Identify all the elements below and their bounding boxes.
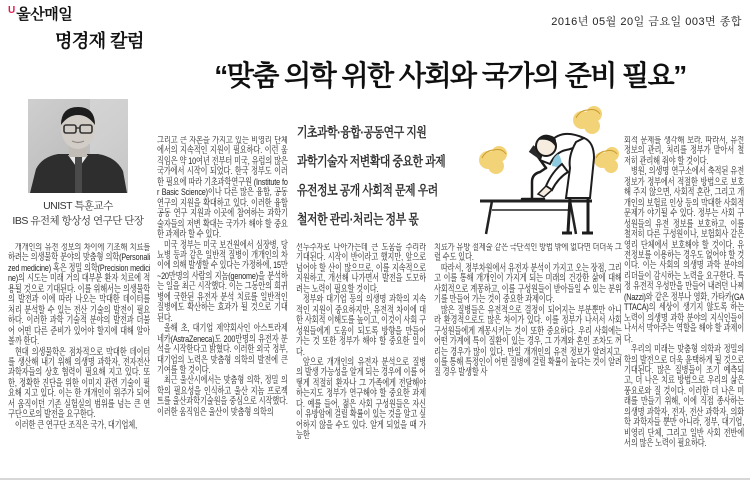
- body-column-5: [624, 136, 744, 482]
- article-headline: “맞춤 의학 위한 사회와 국가의 준비 필요”: [214, 60, 686, 91]
- author-photo-image: [28, 99, 128, 193]
- scientist-illustration: [466, 98, 622, 238]
- body-paragraph: 정부와 대기업 등의 의생명 과학의 지속적인 지원이 중요하지만, 유전적 차이에 대한 사회적 이해도를 높이고, 이것이 사회 구성원들에게 도움이 되도록 방향을 만들어 가는 것 또한 정부가 해야 할 중요한 일이다.: [296, 294, 426, 358]
- author-caption: [0, 199, 156, 229]
- author-caption-line2: IBS 유전체 항상성 연구단 단장: [12, 215, 144, 227]
- subheadline-line: 유전정보 공개 사회적 문제 우려: [297, 183, 438, 198]
- body-paragraph: 최근 울산시에서는 맞춤형 의학, 정밀 의학의 필요성을 인식하고 울산 지놈 프로젝트를 울산과학기술원을 중심으로 시작했다. 이러한 움직임은 울산이 맞춤형 의학의: [157, 375, 288, 418]
- subheadline-line: 철저한 관리·처리는 정부 몫: [297, 212, 419, 227]
- body-paragraph: 병원, 의생명 연구소에서 축적된 유전정보가 정부에서 적절한 방법으로 보호해 주지 않으면, 사회적 혼란, 그리고 개개인의 보험료 인상 등의 막대한 사회적 문제가 야기될 수 있다. 정부는 사회 구성원들의 유전 정보를 보호하고, 이를 철저히 다른 구성원이나, 보험회사 같은 영리 단체에서 보호해야 할 것이다. 유전정보를 이용하는 경우도 없어야 할 것이다. 이는 사회의 의생명 과학 분야의 리더들이 감시하는 노력을 요구한다. 특정 유전적 우성만을 만들어 내려던 나찌(Nazzi)와 같은 정부나 영화, 가타카(GATTACA)의 세상이 생기지 않도록 하는 노력이 의생명 과학 분야의 지식인들이 나서서 막아주는 역할을 해야 할 과제이다.: [624, 166, 744, 345]
- subheadline-line: 기초과학·융합·공동연구 지원: [297, 125, 427, 140]
- body-paragraph: 회적 문제를 생각해 보라. 따라서, 유전 정보의 관리, 처리를 정부가 맡아서 철저히 관리해 줘야 할 것이다.: [624, 136, 744, 167]
- body-column-3: [296, 243, 426, 482]
- column-title: 명경재 칼럼: [55, 31, 144, 51]
- body-paragraph: 그리고 큰 자본을 가지고 있는 비영리 단체에서의 지속적인 지원이 필요하다. 이런 움직임은 약 10여년 전부터 미국, 유럽의 많은 국가에서 시작이 되었다. 한국 정부도 이러한 필요에 따라 기초과학연구원 (Institute for Basic Science)이나 다른 많은 융합, 공동 연구의 지원을 확대하고 있다. 이러한 융합 공동 연구 지원과 이곳에 참여하는 과학기술자들의 저변 확대는 국가가 해야 할 중요한 과제라 할 수 있다.: [157, 136, 288, 241]
- bottom-rule: [0, 478, 750, 480]
- body-column-2: [157, 136, 288, 482]
- subheadline-line: 과학기술자 저변확대 중요한 과제: [297, 154, 446, 169]
- microscope-cartoon-icon: [466, 98, 622, 238]
- author-photo: [28, 99, 128, 193]
- body-column-1: [8, 243, 150, 482]
- body-paragraph: 올해 초, 대기업 제약회사인 아스트라제네카(AstraZeneca)도 200만명의 유전자 분석을 시작한다고 밝혔다. 이러한 외국 정부, 대기업의 노력은 맞춤형 의학의 발전에 큰 기여를 할 것이다.: [157, 323, 288, 376]
- body-paragraph: 앞으로 개개인의 유전자 분석으로 질병의 발생 가능성을 알게 되는 경우에 이를 어떻게 적절히 환자나 그 가족에게 전달해야 하는지도 정부가 연구해야 할 중요한 과제다. 예를 들어, 젊은 사회 구성원들은 자신이 유방암에 걸릴 확률이 있는 것을 알고 싶어하지 않을 수도 있다. 알게 되었을 때 가능한: [296, 356, 426, 442]
- body-column-4: [434, 243, 622, 482]
- edition-dateline: 2016년 05월 20일 금요일 003면 종합: [551, 16, 742, 28]
- masthead: [8, 3, 72, 24]
- body-paragraph: 치료가 유방 절제술 같은 극단적인 방법 밖에 없다면 더더욱 그럴 수도 있다.: [434, 243, 622, 264]
- body-paragraph: 선두주자로 나아가는데 큰 도움을 주리라 기대된다. 시작이 반이라고 했지만, 앞으로 넘어야 할 산이 많으므로, 이를 지속적으로 지원하고, 개선해 나가면서 발전을 도모하려는 노력이 필요할 것이다.: [296, 243, 426, 295]
- body-paragraph: 많은 질병들은 유전적으로 결정이 되어지는 부분뿐만 아니라 환경적으로도 많은 차이가 있다. 이를 정부가 나서서 사회 구성원들에게 계몽시키는 것이 또한 중요하다. 우리 사회에는 어떤 가계에 특이 질환이 있는 경우, 그 가계와 혼인 조차도 꺼리는 경우가 많이 있다. 만일 개개인의 유전 정보가 알려지고, 이를 통해 특정인이 어떤 질병에 걸릴 확률이 높다는 것이 알려질 경우 발생할 사: [434, 304, 622, 379]
- body-paragraph: 따라서, 정부차원에서 유전자 분석이 가지고 오는 장점, 그리고 이를 통해 개개인이 가지게 되는 미래의 건강한 삶에 대해 사회적으로 계몽하고, 이를 구성원들이 받아들일 수 있는 분위기를 만들어 가는 것이 중요한 과제이다.: [434, 262, 622, 306]
- body-paragraph: 이러한 큰 연구단 조직은 국가, 대기업체,: [14, 419, 137, 431]
- author-caption-line1: UNIST 특훈교수: [43, 200, 113, 212]
- newspaper-logo-mark-icon: U: [8, 5, 16, 16]
- body-paragraph: 개개인의 유전 정보의 차이에 기초해 치료를 하려는 의생물학 분야의 맞춤형 의학(Personalized medicine) 혹은 정밀 의학(Precision medicine)의 시도는 미래 거의 대부분 환자 치료에 적용될 것으로 기대된다. 이를 위해서는 의생물학의 발전과 이에 따라 나오는 막대한 데이터를 처리 분석할 수 있는 전산 기술의 발전이 필요하다. 이러한 과학 기술적 분야의 발전과 더불어 어떤 다른 준비가 있어야 할지에 대해 알아볼까 한다.: [8, 243, 150, 348]
- subheadline-block: [297, 118, 475, 234]
- body-paragraph: 우리의 미래는 맞춤형 의학과 정밀의학의 발전으로 더욱 윤택하게 될 것으로 기대된다. 많은 질병들이 조기 예측되고, 더 나은 치료 방법으로 우리의 삶은 풍요로와 질 것이다. 이러한 더 나은 미래를 만들기 위해, 이에 직접 종사하는 의생명 과학자, 전자, 전산 과학자, 의화학 과학자들 뿐만 아니라, 정부, 대기업, 비영리 단체, 그리고 일반 사회 전반에서의 많은 노력이 필요하다.: [624, 344, 744, 450]
- body-paragraph: 현대 의생물학은 점차적으로 막대한 데이터를 생산해 내기 위해 의생명 과학자, 전자전산 과학자들의 상호 협력이 필요해 지고 있다. 또한, 정확한 진단을 위한 이미지 관련 기술이 필요해 지고 있다. 이는 한 개개인이 위주가 되어서 움직이던 기존 실험실의 범위를 넘는 큰 연구단으로의 발전을 요구한다.: [8, 346, 150, 421]
- body-paragraph: 미국 정부는 미국 보건원에서 심장병, 당뇨병 등과 같은 일반적 질병이 개개인의 차이에 의해 발생할 수 있다는 가정하에, 15만~20만명의 사람의 지놈(genome)을 분석하는 일을 최근 시작했다. 이는 그동안의 희귀병에 국한된 유전자 분석 치료를 일반적인 질병에도 확산하는 효과가 될 것으로 기대된다.: [157, 239, 288, 324]
- newspaper-logo: 울산매일: [16, 6, 73, 23]
